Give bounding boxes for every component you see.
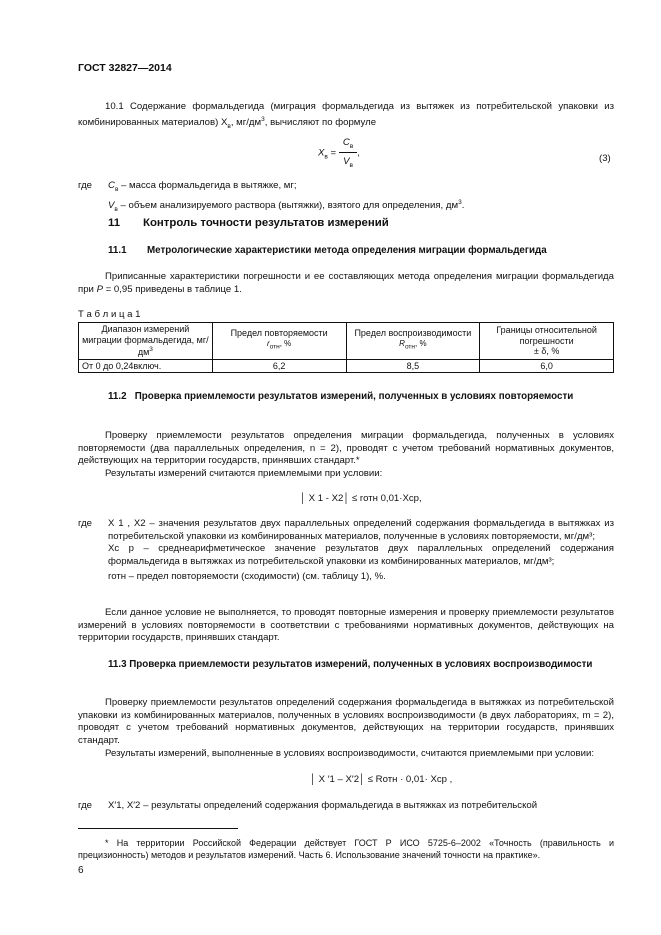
table-header-cell: Диапазон измерений миграции формальдегида, $мг/дм^3$: [79, 323, 213, 360]
formula-fraction: $\frac{C_в}{V_в}$: [339, 137, 357, 169]
section-11-title: Контроль точности результатов измерений: [143, 217, 389, 229]
section-11-number: 11: [108, 217, 121, 229]
table-header-row: [79, 323, 614, 360]
paragraph-11-3a: Проверку приемлемости результатов определений содержания формальдегида в вытяжках из потребительской упаковки из комбинированных материалов, полученных в условиях воспроизводимости (в двух лабораториях, m = 2), проводят с учетом требований нормативных документов, действующих на территории государств, принявших стандарт.: [78, 697, 614, 746]
table-row: [79, 359, 614, 373]
table-cell: От 0 до 0,24включ.: [79, 359, 213, 373]
where-label: где: [78, 180, 93, 191]
table-cell: 6,0: [480, 359, 614, 373]
table-cell: 6,2: [212, 359, 346, 373]
formula-number: (3): [599, 153, 611, 164]
where-label: где: [78, 800, 93, 811]
section-11-1-title: Метрологические характеристики метода определения миграции формальдегида: [147, 245, 547, 256]
paragraph-11-1: Приписанные характеристики погрешности и ее составляющих метода определения миграции формальдегида при P = 0,95 приведены в таблице 1.: [78, 271, 614, 295]
table-1: [78, 322, 614, 373]
paragraph-11-2a: Проверку приемлемости результатов определения миграции формальдегида, полученных в условиях повторяемости (два параллельных определения, n = 2), проводят с учетом требований нормативных документов, действующих на территории государств, принявших стандарт.*: [78, 430, 614, 467]
definition-item: X 1 , X2 – значения результатов двух параллельных определений содержания формальдегида в вытяжках из потребительской упаковки из комбинированных материалов, полученные в условиях повторяемости, мг/дм³;: [108, 518, 614, 542]
definition-item: rотн – предел повторяемости (сходимости) (см. таблицу 1), %.: [108, 571, 386, 583]
table-cell: 8,5: [346, 359, 480, 373]
document-header: ГОСТ 32827—2014: [78, 62, 172, 74]
page-number: 6: [78, 865, 84, 876]
where-definitions-1: $C_в$ – масса формальдегида в вытяжке, мг; $V_в$ – объем анализируемого раствора (вытяжки), взятого для определения, $дм^3$.: [108, 180, 465, 213]
section-11-2-title: 11.2 Проверка приемлемости результатов измерений, полученных в условиях повторяемости: [108, 391, 574, 402]
footnote: * На территории Российской Федерации действует ГОСТ Р ИСО 5725-6–2002 «Точность (правильность и прецизионность) методов и результатов измерений. Часть 6. Использование значений точности на практике».: [78, 838, 614, 860]
formula-3: $X_в$ = $\frac{C_в}{V_в}$ ,: [318, 137, 360, 169]
section-11-3-title: 11.3 Проверка приемлемости результатов измерений, полученных в условиях воспроизводимости: [108, 659, 593, 670]
paragraph-11-2c: Если данное условие не выполняется, то проводят повторные измерения и проверку приемлемости результатов измерений в условиях повторяемости в соответствии с требованиями нормативных документов, действующих на территории государств, принявших стандарт.: [78, 607, 614, 644]
table-header-cell: Предел воспроизводимости $R_{отн}$, %: [346, 323, 480, 360]
footnote-separator: [78, 828, 238, 829]
table-header-cell: Границы относительной погрешности ± δ, %: [480, 323, 614, 360]
condition-reproducibility: │ X ′1 – X′2│ ≤ Rотн · 0,01· Xср ,: [310, 774, 453, 785]
definition-item: Xс р – среднеарифметическое значение результатов двух параллельных определений содержания формальдегида в вытяжках из потребительской упаковки из комбинированных материалов, мг/дм³;: [108, 543, 614, 567]
table-caption: Т а б л и ц а 1: [78, 309, 141, 320]
paragraph-11-3b: Результаты измерений, выполненные в условиях воспроизводимости, считаются приемлемыми при условии:: [105, 748, 594, 759]
where-label: где: [78, 518, 93, 529]
paragraph-11-2b: Результаты измерений считаются приемлемыми при условии:: [105, 468, 383, 479]
section-11-1-number: 11.1: [108, 245, 127, 256]
where-definitions-2: [108, 518, 614, 584]
where-definitions-3: X′1, X′2 – результаты определений содержания формальдегида в вытяжках из потребительской: [108, 800, 538, 811]
table-header-cell: Предел повторяемости $r_{отн}$, %: [212, 323, 346, 360]
paragraph-10-1: 10.1 Содержание формальдегида (миграция формальдегида из вытяжек из потребительской упаковки из комбинированных материалов) $X_в$, $мг/дм^3$, вычисляют по формуле: [78, 101, 614, 130]
condition-repeatability: │ X 1 - X2│ ≤ rотн 0,01·Xср,: [300, 493, 422, 504]
